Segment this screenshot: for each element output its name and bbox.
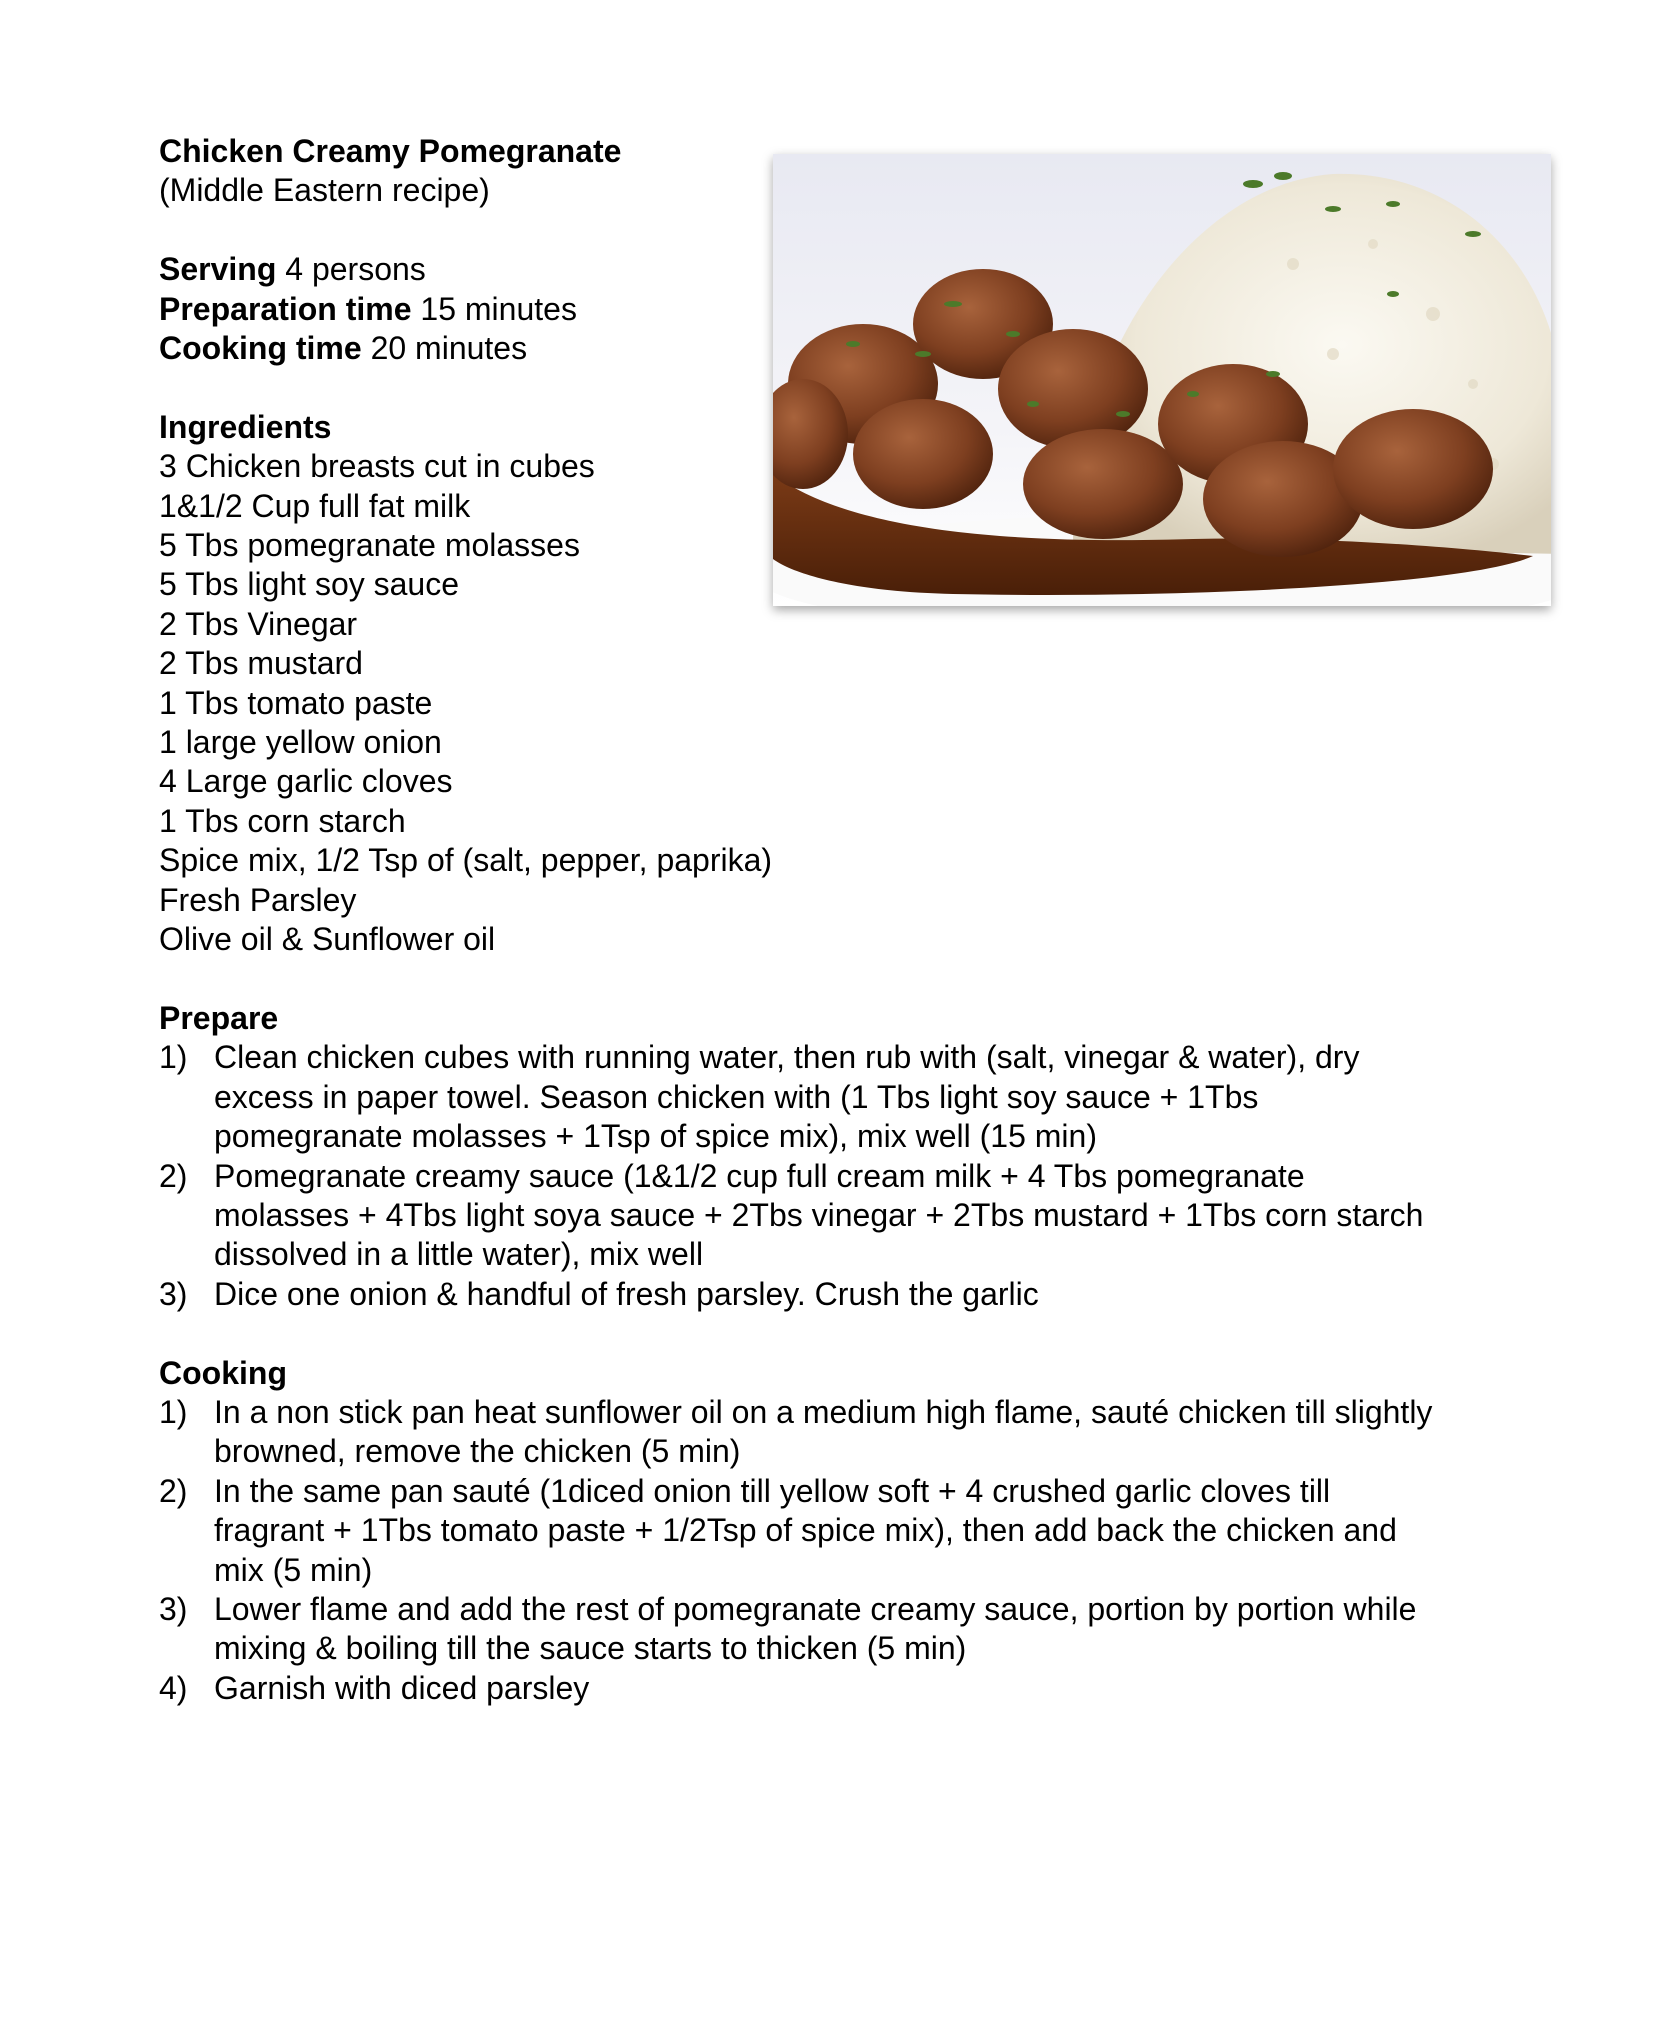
cooking-step <box>159 1393 1519 1472</box>
ingredient-item: 1 large yellow onion <box>159 724 442 761</box>
step-line: browned, remove the chicken (5 min) <box>214 1433 741 1470</box>
step-line: In a non stick pan heat sunflower oil on a medium high flame, sauté chicken till slightly <box>214 1393 1433 1430</box>
spacer <box>159 960 1519 999</box>
prepare-heading: Prepare <box>159 999 279 1036</box>
food-photo-illustration <box>773 154 1551 606</box>
step-number: 3) <box>159 1590 188 1627</box>
prepare-step <box>159 1157 1519 1275</box>
prepare-steps <box>159 1038 1519 1314</box>
step-number: 1) <box>159 1039 188 1076</box>
step-line: Garnish with diced parsley <box>214 1669 590 1706</box>
recipe-title: Chicken Creamy Pomegranate <box>159 133 622 169</box>
spacer <box>159 1314 1519 1353</box>
cooking-steps <box>159 1393 1519 1708</box>
ingredient-item: Spice mix, 1/2 Tsp of (salt, pepper, paprika) <box>159 842 773 879</box>
serving-value: 4 persons <box>276 251 426 288</box>
prepare-step <box>159 1038 1519 1156</box>
step-line: excess in paper towel. Season chicken with (1 Tbs light soy sauce + 1Tbs <box>214 1078 1259 1115</box>
cooking-step <box>159 1669 1519 1708</box>
ingredients-heading: Ingredients <box>159 408 332 445</box>
step-line: Pomegranate creamy sauce (1&1/2 cup full cream milk + 4 Tbs pomegranate <box>214 1157 1305 1194</box>
step-line: molasses + 4Tbs light soya sauce + 2Tbs vinegar + 2Tbs mustard + 1Tbs corn starch <box>214 1196 1424 1233</box>
cooking-step <box>159 1590 1519 1669</box>
step-line: Clean chicken cubes with running water, then rub with (salt, vinegar & water), dry <box>214 1039 1360 1076</box>
ingredient-item: 4 Large garlic cloves <box>159 763 453 800</box>
ingredient-item: 3 Chicken breasts cut in cubes <box>159 448 595 485</box>
food-photo <box>773 154 1551 606</box>
cooking-heading: Cooking <box>159 1354 287 1391</box>
prep-time-label: Preparation time <box>159 290 412 327</box>
cook-time-value: 20 minutes <box>361 330 528 367</box>
ingredient-item: 5 Tbs pomegranate molasses <box>159 527 580 564</box>
ingredient-item: 1 Tbs corn starch <box>159 802 406 839</box>
serving-label: Serving <box>159 251 277 288</box>
ingredient-item: 1&1/2 Cup full fat milk <box>159 487 471 524</box>
ingredient-item: Olive oil & Sunflower oil <box>159 921 496 958</box>
step-number: 3) <box>159 1275 188 1312</box>
step-line: Lower flame and add the rest of pomegranate creamy sauce, portion by portion while <box>214 1590 1417 1627</box>
step-line: dissolved in a little water), mix well <box>214 1236 704 1273</box>
step-line: pomegranate molasses + 1Tsp of spice mix), mix well (15 min) <box>214 1118 1097 1155</box>
step-line: fragrant + 1Tbs tomato paste + 1/2Tsp of spice mix), then add back the chicken and <box>214 1512 1397 1549</box>
ingredient-item: 2 Tbs mustard <box>159 645 363 682</box>
step-number: 2) <box>159 1157 188 1194</box>
prep-time-value: 15 minutes <box>411 290 577 327</box>
ingredient-item: 5 Tbs light soy sauce <box>159 566 460 603</box>
prepare-step <box>159 1275 1519 1314</box>
recipe-subtitle: (Middle Eastern recipe) <box>159 172 490 209</box>
cook-time-label: Cooking time <box>159 330 362 367</box>
step-number: 2) <box>159 1472 188 1509</box>
step-line: mix (5 min) <box>214 1551 373 1588</box>
step-line: Dice one onion & handful of fresh parsley. Crush the garlic <box>214 1275 1039 1312</box>
ingredient-item: Fresh Parsley <box>159 881 357 918</box>
step-number: 4) <box>159 1669 188 1706</box>
ingredient-item: 1 Tbs tomato paste <box>159 684 433 721</box>
cooking-step <box>159 1472 1519 1590</box>
step-line: mixing & boiling till the sauce starts to thicken (5 min) <box>214 1630 967 1667</box>
step-line: In the same pan sauté (1diced onion till yellow soft + 4 crushed garlic cloves till <box>214 1472 1331 1509</box>
step-number: 1) <box>159 1393 188 1430</box>
ingredient-item: 2 Tbs Vinegar <box>159 605 358 642</box>
